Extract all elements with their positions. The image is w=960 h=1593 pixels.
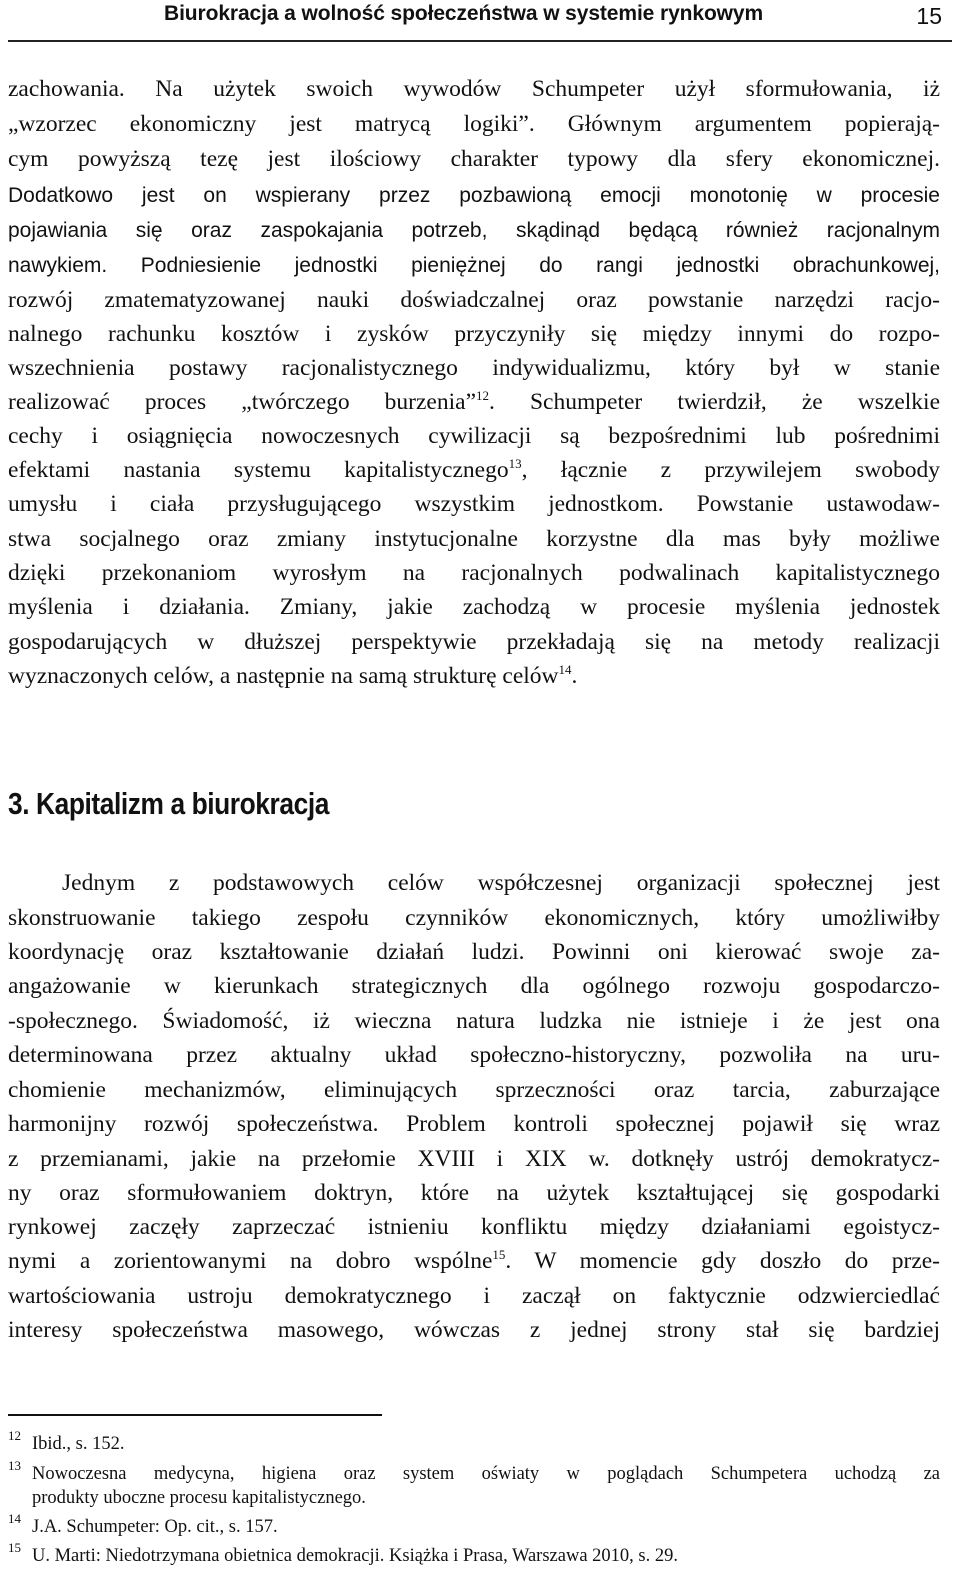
footnote-text: Ibid., s. 152. [32,1434,125,1454]
footnote-ref-13[interactable]: 13 [508,456,522,472]
footnote-text: produkty uboczne procesu kapitalistycznego. [32,1488,366,1508]
text-line: determinowana przez aktualny układ społeczno-historyczny, pozwoliła na uru- [8,1042,940,1068]
running-header [8,0,952,42]
page-number: 15 [916,3,942,29]
footnote-text: J.A. Schumpeter: Op. cit., s. 157. [32,1517,278,1537]
text-run: wyznaczonych celów, a następnie na samą strukturę celów [8,663,559,689]
text-line: z przemianami, jakie na przełomie XVIII i XIX w. dotknęły ustrój demokratycz- [8,1146,940,1172]
text-line: skonstruowanie takiego zespołu czynników ekonomicznych, który umożliwiłby [8,905,940,931]
footnote-text: Nowoczesna medycyna, higiena oraz system oświaty w poglądach Schumpetera uchodzą za [32,1464,940,1484]
footnote-number: 12 [8,1428,21,1443]
footnote-separator [8,1414,382,1416]
text-line: ny oraz sformułowaniem doktryn, które na użytek kształtującej się gospodarki [8,1180,940,1206]
footnote-number: 15 [8,1540,21,1555]
text-line: pojawiania się oraz zaspokajania potrzeb, skądinąd będącą również racjonalnym [8,219,940,242]
text-line: cechy i osiągnięcia nowoczesnych cywilizacji są bezpośrednimi lub pośrednimi [8,423,940,449]
text-run: . [571,663,578,689]
text-line: gospodarujących w dłuższej perspektywie przekładają się na metody realizacji [8,629,940,655]
text-line [8,659,940,693]
text-line [8,1244,940,1278]
text-line: rozwój zmatematyzowanej nauki doświadczalnej oraz powstanie narzędzi racjo- [8,287,940,313]
text-line: nalnego rachunku kosztów i zysków przyczyniły się między innymi do rozpo- [8,321,940,347]
text-run: , łącznie z przywilejem swobody [521,457,941,483]
text-line: -społecznego. Świadomość, iż wieczna natura ludzka nie istnieje i że jest ona [8,1008,940,1034]
text-line: umysłu i ciała przysługującego wszystkim jednostkom. Powstanie ustawodaw- [8,491,940,517]
text-line: zachowania. Na użytek swoich wywodów Schumpeter użył sformułowania, iż [8,76,940,102]
text-run: . Schumpeter twierdził, że wszelkie [489,389,940,415]
text-line: Jednym z podstawowych celów współczesnej organizacji społecznej jest [62,870,940,896]
footnote-ref-12[interactable]: 12 [476,388,490,404]
text-line: rynkowej zaczęły zaprzeczać istnieniu konfliktu między działaniami egoistycz- [8,1214,940,1240]
text-line: „wzorzec ekonomiczny jest matrycą logiki”. Głównym argumentem popierają- [8,111,940,137]
text-line: myślenia i działania. Zmiany, jakie zachodzą w procesie myślenia jednostek [8,594,940,620]
text-line: wartościowania ustroju demokratycznego i zaczął on faktycznie odzwierciedlać [8,1283,940,1309]
text-run: . W momencie gdy doszło do prze- [505,1248,941,1274]
footnote-ref-14[interactable]: 14 [558,662,572,678]
text-line: interesy społeczeństwa masowego, wówczas z jednej strony stał się bardziej [8,1317,940,1343]
footnote-ref-15[interactable]: 15 [492,1247,506,1263]
text-line: stwa socjalnego oraz zmiany instytucjonalne korzystne dla mas były możliwe [8,526,940,552]
text-line: chomienie mechanizmów, eliminujących sprzeczności oraz tarcia, zaburzające [8,1077,940,1103]
text-line: angażowanie w kierunkach strategicznych dla ogólnego rozwoju gospodarczo- [8,973,940,999]
text-run: nymi a zorientowanymi na dobro wspólne [8,1248,493,1274]
text-line [8,385,940,419]
text-line: dzięki przekonaniom wyrosłym na racjonalnych podwalinach kapitalistycznego [8,560,940,586]
text-line: Dodatkowo jest on wspierany przez pozbawioną emocji monotonię w procesie [8,184,940,207]
text-run: realizować proces „twórczego burzenia” [8,389,477,415]
footnote-number: 14 [8,1511,21,1526]
text-line: koordynację oraz kształtowanie działań ludzi. Powinni oni kierować swoje za- [8,939,940,965]
section-heading: 3. Kapitalizm a biurokracja [8,786,329,821]
footnote-number: 13 [8,1458,21,1473]
text-line: nawykiem. Podniesienie jednostki pieniężnej do rangi jednostki obrachunkowej, [8,254,940,277]
running-title: Biurokracja a wolność społeczeństwa w systemie rynkowym [164,2,764,25]
text-line: cym powyższą tezę jest ilościowy charakter typowy dla sfery ekonomicznej. [8,146,940,172]
footnote-text: U. Marti: Niedotrzymana obietnica demokracji. Książka i Prasa, Warszawa 2010, s. 29. [32,1546,678,1566]
text-line: harmonijny rozwój społeczeństwa. Problem kontroli społecznej pojawił się wraz [8,1111,940,1137]
text-line [8,453,940,487]
text-run: efektami nastania systemu kapitalistycznego [8,457,509,483]
text-line: wszechnienia postawy racjonalistycznego indywidualizmu, który był w stanie [8,355,940,381]
